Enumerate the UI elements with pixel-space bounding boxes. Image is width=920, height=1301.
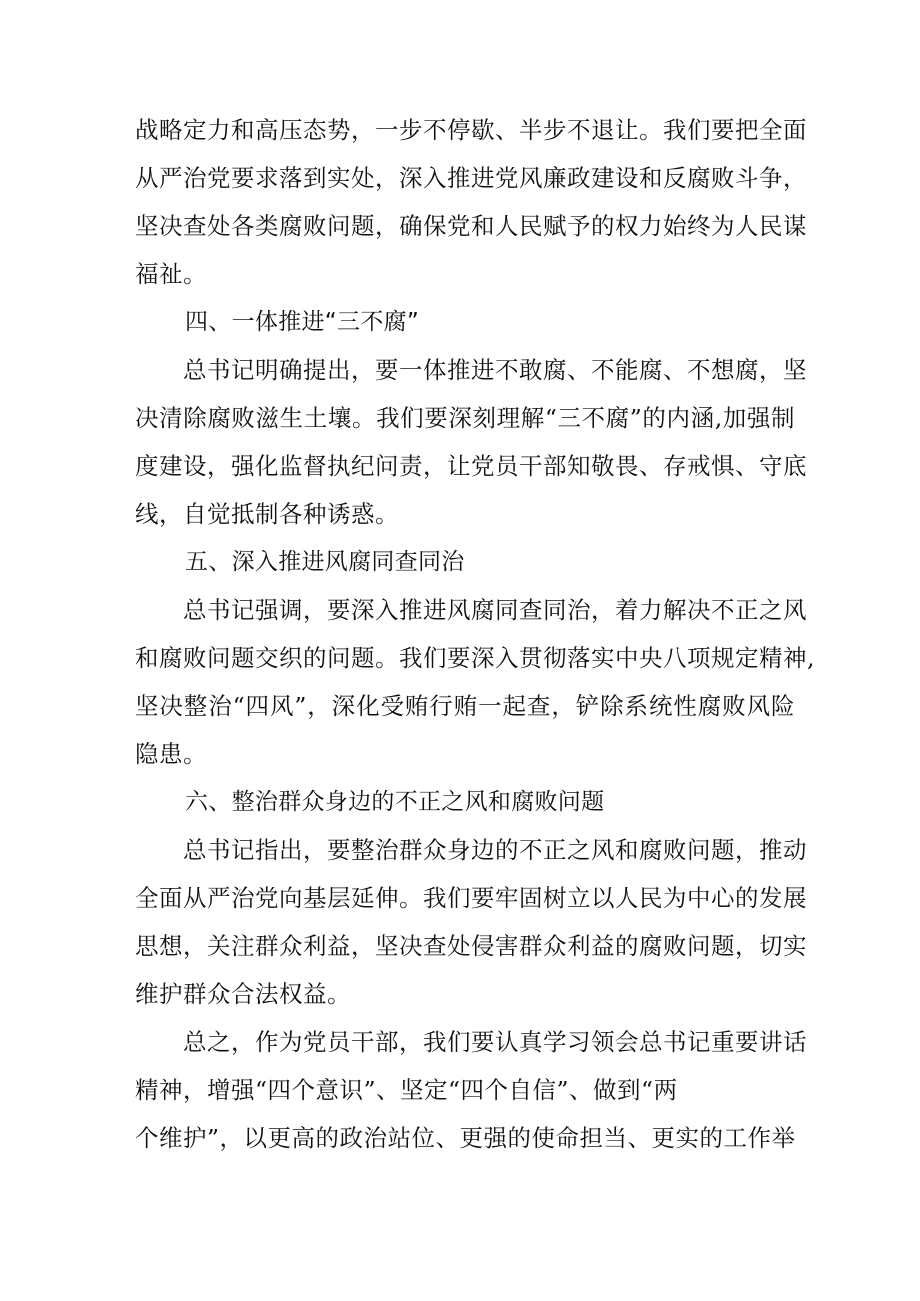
paragraph-line: 全面从严治党向基层延伸。我们要牢固树立以人民为中心的发展 — [135, 884, 807, 912]
paragraph-line: 维护群众合法权益。 — [135, 980, 351, 1008]
paragraph-line: 度建设，强化监督执纪问责，让党员干部知敬畏、存戒惧、守底 — [135, 452, 807, 480]
body-paragraph — [135, 346, 807, 538]
paragraph-line: 和腐败问题交织的问题。我们要深入贯彻落实中央八项规定精神, — [135, 644, 815, 672]
paragraph-line: 线，自觉抵制各种诱惑。 — [135, 500, 399, 528]
paragraph-line: 福祉。 — [135, 260, 207, 288]
paragraph-line: 思想，关注群众利益，坚决查处侵害群众利益的腐败问题，切实 — [135, 932, 807, 960]
body-paragraph — [135, 586, 815, 778]
paragraph-line: 总书记强调，要深入推进风腐同查同治，着力解决不正之风 — [183, 596, 807, 624]
paragraph-line: 决清除腐败滋生土壤。我们要深刻理解“三不腐”的内涵,加强制 — [135, 404, 795, 432]
paragraph-line: 个维护”，以更高的政治站位、更强的使命担当、更实的工作举 — [135, 1124, 796, 1152]
body-paragraph — [135, 826, 807, 1018]
paragraph-line: 坚决整治“四风”，深化受贿行贿一起查，铲除系统性腐败风险 — [135, 692, 795, 720]
section-heading: 六、整治群众身边的不正之风和腐败问题 — [185, 789, 605, 815]
document-body — [135, 106, 815, 1162]
paragraph-line: 战略定力和高压态势，一步不停歇、半步不退让。我们要把全面 — [135, 116, 807, 144]
section-heading: 五、深入推进风腐同查同治 — [185, 549, 465, 575]
paragraph-line: 总之，作为党员干部，我们要认真学习领会总书记重要讲话 — [183, 1028, 807, 1056]
paragraph-line: 精神，增强“四个意识”、坚定“四个自信”、做到“两 — [135, 1076, 678, 1104]
paragraph-line: 总书记指出，要整治群众身边的不正之风和腐败问题，推动 — [183, 836, 807, 864]
paragraph-line: 坚决查处各类腐败问题，确保党和人民赋予的权力始终为人民谋 — [135, 212, 807, 240]
paragraph-line: 隐患。 — [135, 740, 207, 768]
paragraph-line: 从严治党要求落到实处，深入推进党风廉政建设和反腐败斗争， — [135, 164, 807, 192]
body-paragraph — [135, 1018, 807, 1162]
paragraph-line: 总书记明确提出，要一体推进不敢腐、不能腐、不想腐，坚 — [183, 356, 807, 384]
section-heading: 四、一体推进“三不腐” — [185, 309, 420, 335]
body-paragraph — [135, 106, 807, 298]
